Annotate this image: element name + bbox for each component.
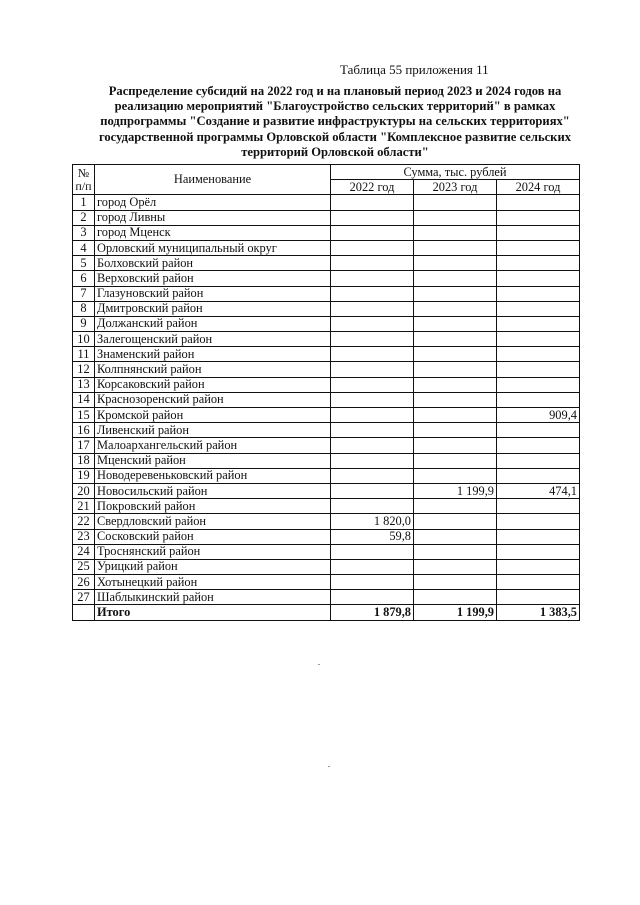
- row-number: 18: [73, 453, 95, 468]
- row-name: Глазуновский район: [95, 286, 331, 301]
- row-number: 1: [73, 195, 95, 210]
- table-body: [73, 195, 580, 605]
- scan-speck: [318, 664, 320, 665]
- row-value-2022: 1 820,0: [331, 514, 414, 529]
- table-row: [73, 271, 580, 286]
- row-name: Новосильский район: [95, 483, 331, 498]
- row-value-2022: [331, 544, 414, 559]
- row-number: 25: [73, 559, 95, 574]
- row-number: 2: [73, 210, 95, 225]
- row-value-2022: [331, 316, 414, 331]
- table-row: [73, 544, 580, 559]
- title-line: реализацию мероприятий "Благоустройство сельских территорий" в рамках: [114, 99, 556, 114]
- row-value-2022: [331, 575, 414, 590]
- row-number: 9: [73, 316, 95, 331]
- row-name: Троснянский район: [95, 544, 331, 559]
- row-number: 19: [73, 468, 95, 483]
- table-row: [73, 240, 580, 255]
- row-value-2024: [497, 590, 580, 605]
- row-name: Кромской район: [95, 408, 331, 423]
- header-year-2024: 2024 год: [497, 180, 580, 195]
- row-number: 27: [73, 590, 95, 605]
- row-number: 5: [73, 256, 95, 271]
- title-line: подпрограммы "Создание и развитие инфраструктуры на сельских территориях": [100, 114, 570, 129]
- table-row: [73, 514, 580, 529]
- row-value-2023: [414, 453, 497, 468]
- table-row: [73, 347, 580, 362]
- row-number: 7: [73, 286, 95, 301]
- row-value-2023: 1 199,9: [414, 483, 497, 498]
- row-number: 10: [73, 332, 95, 347]
- row-value-2023: [414, 468, 497, 483]
- table-row: [73, 408, 580, 423]
- row-value-2023: [414, 544, 497, 559]
- row-value-2022: [331, 332, 414, 347]
- row-name: Ливенский район: [95, 423, 331, 438]
- row-value-2024: [497, 544, 580, 559]
- row-value-2023: [414, 438, 497, 453]
- row-number: 24: [73, 544, 95, 559]
- header-number-line1: №: [77, 165, 90, 180]
- row-name: Верховский район: [95, 271, 331, 286]
- row-value-2022: [331, 453, 414, 468]
- row-value-2022: [331, 559, 414, 574]
- row-value-2024: [497, 256, 580, 271]
- row-number: 11: [73, 347, 95, 362]
- row-name: Колпнянский район: [95, 362, 331, 377]
- row-value-2023: [414, 332, 497, 347]
- total-2023: 1 199,9: [414, 605, 497, 620]
- row-name: город Орёл: [95, 195, 331, 210]
- table-row: [73, 301, 580, 316]
- row-value-2023: [414, 408, 497, 423]
- row-value-2023: [414, 240, 497, 255]
- table-row: [73, 423, 580, 438]
- row-number: 17: [73, 438, 95, 453]
- total-number-cell: [73, 605, 95, 620]
- table-row: [73, 256, 580, 271]
- table-row: [73, 438, 580, 453]
- row-value-2023: [414, 377, 497, 392]
- row-value-2024: [497, 225, 580, 240]
- row-value-2023: [414, 286, 497, 301]
- row-number: 21: [73, 499, 95, 514]
- row-value-2024: [497, 210, 580, 225]
- row-name: Новодеревеньковский район: [95, 468, 331, 483]
- header-number: [73, 165, 95, 195]
- table-row: [73, 225, 580, 240]
- row-number: 3: [73, 225, 95, 240]
- row-value-2022: [331, 225, 414, 240]
- title-line: Распределение субсидий на 2022 год и на плановый период 2023 и 2024 годов на: [108, 84, 562, 98]
- row-name: Свердловский район: [95, 514, 331, 529]
- row-name: Хотынецкий район: [95, 575, 331, 590]
- total-label: Итого: [95, 605, 331, 620]
- subsidy-table: [72, 164, 580, 621]
- row-value-2022: [331, 483, 414, 498]
- row-value-2022: [331, 499, 414, 514]
- header-number-line2: п/п: [75, 178, 92, 193]
- row-value-2024: [497, 438, 580, 453]
- row-name: Мценский район: [95, 453, 331, 468]
- row-value-2022: [331, 377, 414, 392]
- table-row: [73, 590, 580, 605]
- row-value-2023: [414, 590, 497, 605]
- row-value-2023: [414, 514, 497, 529]
- row-value-2024: [497, 499, 580, 514]
- row-name: Урицкий район: [95, 559, 331, 574]
- table-row: [73, 286, 580, 301]
- row-value-2024: [497, 514, 580, 529]
- row-value-2022: [331, 423, 414, 438]
- appendix-label: Таблица 55 приложения 11: [340, 62, 489, 77]
- row-value-2022: [331, 240, 414, 255]
- total-2022: 1 879,8: [331, 605, 414, 620]
- row-number: 12: [73, 362, 95, 377]
- row-name: Сосковский район: [95, 529, 331, 544]
- row-name: Краснозоренский район: [95, 392, 331, 407]
- row-value-2022: [331, 392, 414, 407]
- document-title: [70, 84, 600, 160]
- row-name: город Мценск: [95, 225, 331, 240]
- row-value-2022: [331, 347, 414, 362]
- row-value-2023: [414, 210, 497, 225]
- row-value-2022: [331, 286, 414, 301]
- header-name: Наименование: [95, 165, 331, 195]
- row-value-2024: [497, 332, 580, 347]
- row-value-2022: [331, 271, 414, 286]
- row-number: 8: [73, 301, 95, 316]
- row-value-2023: [414, 559, 497, 574]
- row-value-2024: [497, 529, 580, 544]
- row-name: Покровский район: [95, 499, 331, 514]
- row-value-2023: [414, 195, 497, 210]
- row-number: 13: [73, 377, 95, 392]
- row-value-2024: [497, 195, 580, 210]
- row-number: 20: [73, 483, 95, 498]
- table-row: [73, 529, 580, 544]
- row-value-2024: 474,1: [497, 483, 580, 498]
- header-year-2022: 2022 год: [331, 180, 414, 195]
- row-value-2022: [331, 256, 414, 271]
- scan-speck: [328, 766, 330, 767]
- row-value-2024: [497, 301, 580, 316]
- row-name: Малоархангельский район: [95, 438, 331, 453]
- row-value-2022: [331, 362, 414, 377]
- row-value-2022: [331, 408, 414, 423]
- row-value-2024: [497, 316, 580, 331]
- table-row: [73, 195, 580, 210]
- row-value-2024: [497, 453, 580, 468]
- table-row: [73, 499, 580, 514]
- table-row: [73, 453, 580, 468]
- row-value-2024: [497, 423, 580, 438]
- row-number: 23: [73, 529, 95, 544]
- total-2024: 1 383,5: [497, 605, 580, 620]
- row-value-2022: [331, 590, 414, 605]
- table-row: [73, 468, 580, 483]
- table-row: [73, 362, 580, 377]
- row-name: Знаменский район: [95, 347, 331, 362]
- row-number: 15: [73, 408, 95, 423]
- row-name: город Ливны: [95, 210, 331, 225]
- row-value-2023: [414, 347, 497, 362]
- title-line: государственной программы Орловской области "Комплексное развитие сельских: [98, 129, 571, 144]
- row-value-2024: [497, 362, 580, 377]
- row-value-2024: [497, 392, 580, 407]
- table-row: [73, 377, 580, 392]
- row-value-2024: [497, 468, 580, 483]
- table-row: [73, 392, 580, 407]
- row-value-2022: 59,8: [331, 529, 414, 544]
- row-value-2022: [331, 468, 414, 483]
- row-value-2024: [497, 575, 580, 590]
- row-value-2024: [497, 347, 580, 362]
- row-value-2024: [497, 377, 580, 392]
- row-number: 26: [73, 575, 95, 590]
- row-name: Залегощенский район: [95, 332, 331, 347]
- row-number: 14: [73, 392, 95, 407]
- row-value-2023: [414, 529, 497, 544]
- row-name: Болховский район: [95, 256, 331, 271]
- row-value-2023: [414, 575, 497, 590]
- row-value-2022: [331, 438, 414, 453]
- row-value-2024: 909,4: [497, 408, 580, 423]
- row-value-2023: [414, 256, 497, 271]
- table-row: [73, 559, 580, 574]
- row-value-2024: [497, 286, 580, 301]
- row-value-2022: [331, 210, 414, 225]
- header-year-2023: 2023 год: [414, 180, 497, 195]
- row-value-2023: [414, 423, 497, 438]
- row-number: 16: [73, 423, 95, 438]
- row-number: 4: [73, 240, 95, 255]
- total-row: [73, 605, 580, 620]
- row-value-2023: [414, 392, 497, 407]
- row-value-2023: [414, 271, 497, 286]
- row-value-2023: [414, 301, 497, 316]
- row-name: Шаблыкинский район: [95, 590, 331, 605]
- table-row: [73, 210, 580, 225]
- row-value-2024: [497, 240, 580, 255]
- row-value-2022: [331, 195, 414, 210]
- table-row: [73, 575, 580, 590]
- row-number: 22: [73, 514, 95, 529]
- row-number: 6: [73, 271, 95, 286]
- row-value-2024: [497, 559, 580, 574]
- row-value-2024: [497, 271, 580, 286]
- row-value-2023: [414, 225, 497, 240]
- row-name: Корсаковский район: [95, 377, 331, 392]
- title-line: территорий Орловской области": [241, 144, 429, 159]
- table-row: [73, 316, 580, 331]
- row-value-2023: [414, 499, 497, 514]
- row-value-2023: [414, 362, 497, 377]
- header-sum: Сумма, тыс. рублей: [331, 165, 580, 180]
- row-value-2022: [331, 301, 414, 316]
- row-name: Должанский район: [95, 316, 331, 331]
- table-row: [73, 332, 580, 347]
- row-name: Дмитровский район: [95, 301, 331, 316]
- row-value-2023: [414, 316, 497, 331]
- row-name: Орловский муниципальный округ: [95, 240, 331, 255]
- table-row: [73, 483, 580, 498]
